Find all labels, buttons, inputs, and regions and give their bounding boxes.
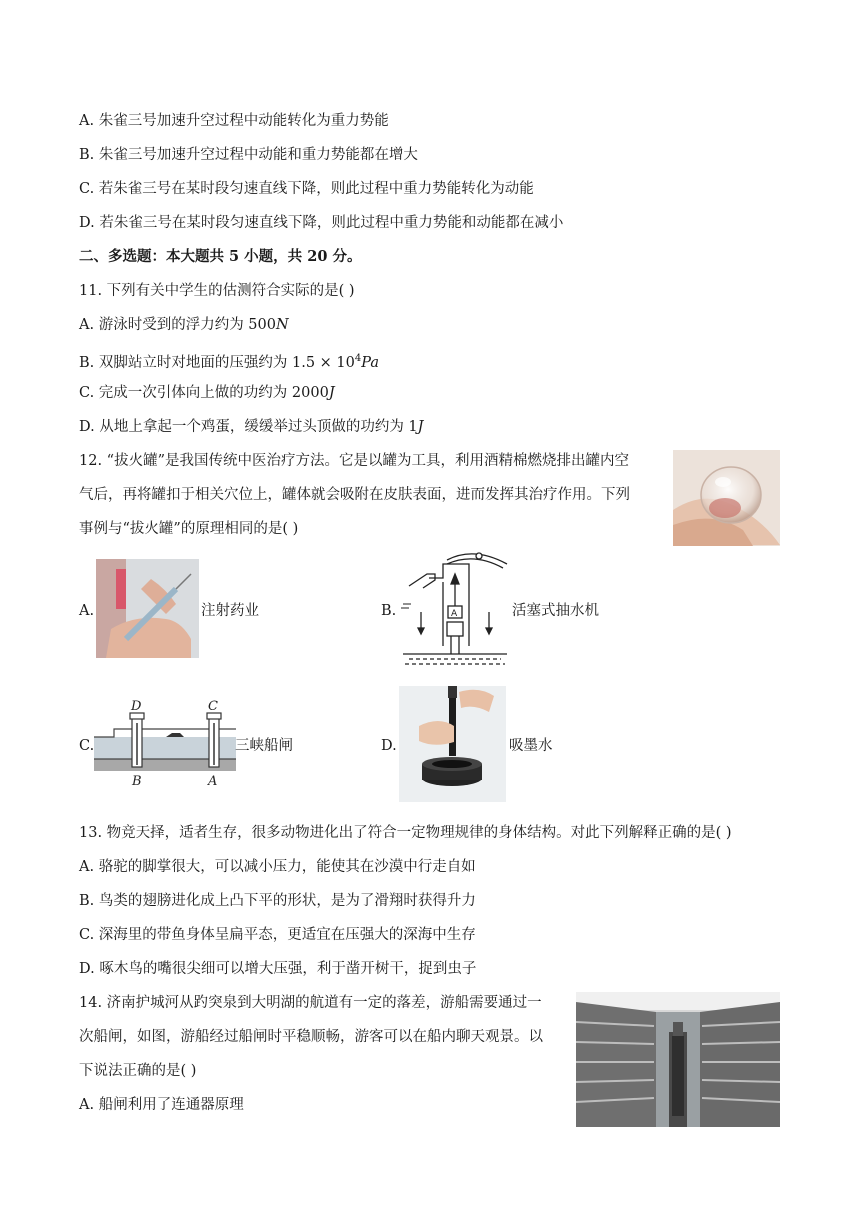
ink-pen-photo [399,686,506,802]
lock-label-c: C [208,699,218,714]
q10-option-b: B. 朱雀三号加速升空过程中动能和重力势能都在增大 [79,147,418,163]
q12-option-a-letter: A. [79,603,95,619]
q11-option-b-unit: Pa [361,354,379,371]
q13-option-a: A. 骆驼的脚掌很大，可以减小压力，能使其在沙漠中行走自如 [79,859,476,875]
q12-option-a-label: 注射药业 [201,603,259,619]
ship-lock-diagram [94,699,236,787]
q14-option-a: A. 船闸利用了连通器原理 [79,1097,244,1113]
q10-option-d: D. 若朱雀三号在某时段匀速直线下降，则此过程中重力势能和动能都在减小 [79,215,564,231]
q12-option-d-letter: D. [381,738,397,754]
q13-option-b: B. 鸟类的翅膀进化成上凸下平的形状，是为了滑翔时获得升力 [79,893,476,909]
q13-option-c: C. 深海里的带鱼身体呈扁平态，更适宜在压强大的深海中生存 [79,927,476,943]
lock-label-b: B [132,774,142,787]
q11-option-d-unit: J [417,419,424,435]
q11-option-c-unit: J [328,385,335,401]
q10-option-c: C. 若朱雀三号在某时段匀速直线下降，则此过程中重力势能转化为动能 [79,181,534,197]
q11-option-a-text: A. 游泳时受到的浮力约为 500 [79,317,276,333]
q13-option-d: D. 啄木鸟的嘴很尖细可以增大压强，利于凿开树干，捉到虫子 [79,961,477,977]
q11-option-c-text: C. 完成一次引体向上做的功约为 2000 [79,385,329,401]
lock-label-d: D [131,699,142,714]
section-heading: 二、多选题：本大题共 5 小题，共 20 分。 [79,248,362,265]
q12-option-b-letter: B. [381,603,397,619]
lock-label-a: A [208,774,218,787]
q11-option-c [79,383,335,403]
pump-piston-label: A [451,609,458,619]
cupping-photo [673,450,780,546]
q11-stem: 11. 下列有关中学生的估测符合实际的是( ) [79,283,355,299]
q14-stem-line1: 14. 济南护城河从趵突泉到大明湖的航道有一定的落差，游船需要通过一 [79,995,542,1011]
q12-option-b-label: 活塞式抽水机 [512,603,599,619]
q11-option-d-text: D. 从地上拿起一个鸡蛋，缓缓举过头顶做的功约为 1 [79,419,418,435]
q11-option-b-text: B. 双脚站立时对地面的压强约为 1.5 × 10 [79,354,355,371]
piston-pump-diagram [399,546,511,668]
q11-option-b-exponent: 4 [354,353,362,364]
q12-option-d-label: 吸墨水 [509,738,553,754]
q11-option-a [79,315,289,335]
q11-option-a-unit: N [275,317,289,333]
q11-option-d [79,417,424,437]
ship-lock-photo [576,992,780,1127]
q11-option-b [79,349,379,373]
q12-stem-line1: 12. “拔火罐”是我国传统中医治疗方法。它是以罐为工具，利用酒精棉燃烧排出罐内空 [79,453,629,469]
q12-stem-line2: 气后，再将罐扣于相关穴位上，罐体就会吸附在皮肤表面，进而发挥其治疗作用。下列 [79,487,630,503]
q14-stem-line2: 次船闸，如图，游船经过船闸时平稳顺畅，游客可以在船内聊天观景。以 [79,1029,543,1045]
q14-stem-line3: 下说法正确的是( ) [79,1063,197,1079]
injection-photo [96,559,199,658]
q10-option-a: A. 朱雀三号加速升空过程中动能转化为重力势能 [79,113,389,129]
q12-option-c-letter: C. [79,738,95,754]
q12-option-c-label: 三峡船闸 [235,738,293,754]
q12-stem-line3: 事例与“拔火罐”的原理相同的是( ) [79,521,299,537]
q13-stem: 13. 物竞天择，适者生存，很多动物进化出了符合一定物理规律的身体结构。对此下列解释正确的是( ) [79,825,732,841]
